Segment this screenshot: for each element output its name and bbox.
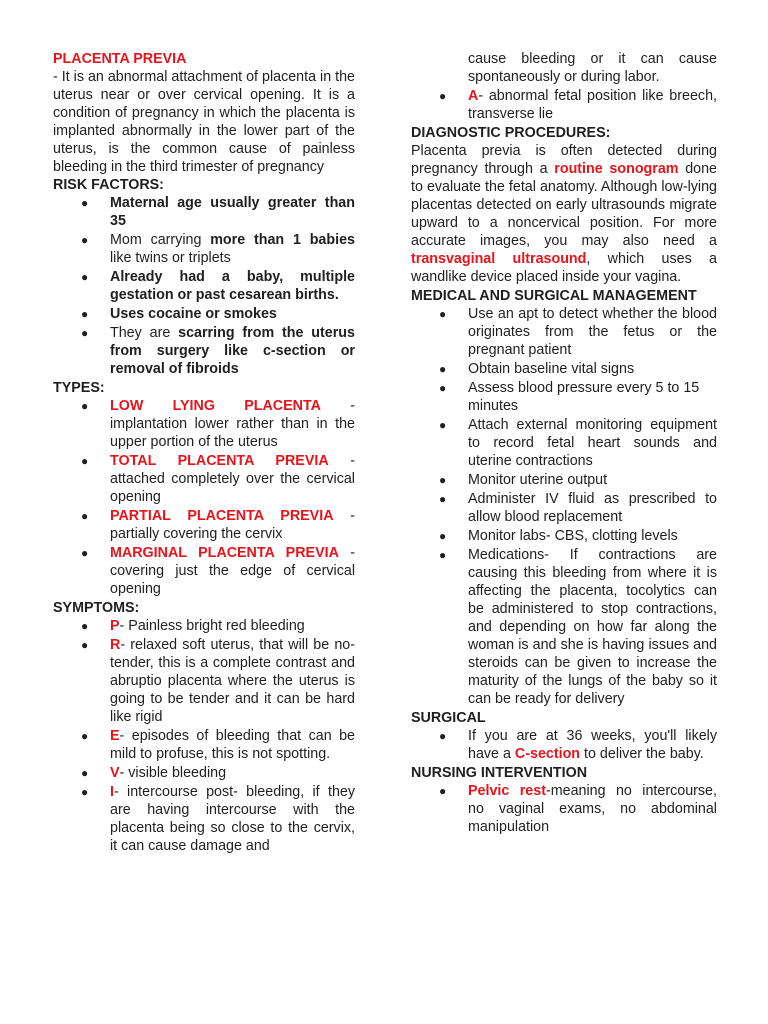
right-column (411, 50, 717, 837)
list-item: ● Maternal age usually greater than 35 (81, 195, 355, 229)
list-item: ● Mom carrying more than 1 babies like twins or triplets (81, 232, 355, 266)
list-item: ● Attach external monitoring equipment to record fetal heart sounds and uterine contractions (439, 417, 717, 469)
left-column (53, 0, 355, 856)
list-item: ● Obtain baseline vital signs (439, 361, 635, 377)
list-item: ● Already had a baby, multiple gestation or past cesarean births. (81, 269, 355, 303)
nursing-list (411, 782, 717, 836)
list-item: ● Administer IV fluid as prescribed to allow blood replacement (439, 491, 717, 525)
list-item: ● Assess blood pressure every 5 to 15 minutes (439, 380, 700, 414)
list-item: ● TOTAL PLACENTA PREVIA - attached completely over the cervical opening (81, 453, 355, 505)
list-item: ● I- intercourse post- bleeding, if they are having intercourse with the placenta being so close to the cervix, it can cause damage and (81, 784, 355, 854)
types-list (53, 397, 355, 598)
list-item: ● Pelvic rest-meaning no intercourse, no vaginal exams, no abdominal manipulation (439, 783, 717, 835)
intro-paragraph: - It is an abnormal attachment of placenta in the uterus near or over cervical opening. It is a condition of pregnancy in which the placenta is implanted abnormally in the lower part of the uterus, is the common cause of painless bleeding in the third trimester of pregnancy (53, 69, 355, 175)
list-item: ● V- visible bleeding (81, 765, 227, 781)
management-list (411, 305, 717, 708)
symptom-a-list (411, 87, 717, 123)
risk-factors-heading: RISK FACTORS: (53, 177, 164, 193)
diagnostic-heading: DIAGNOSTIC PROCEDURES: (411, 125, 611, 141)
list-item: ● Monitor uterine output (439, 472, 608, 488)
list-item: ● R- relaxed soft uterus, that will be no- tender, this is a complete contrast and abruptio placenta where the uterus is going to be tender and it can be hard like rigid (81, 637, 355, 725)
symptoms-list (53, 617, 355, 855)
list-item: ● A- abnormal fetal position like breech, transverse lie (439, 88, 717, 122)
list-item: ● LOW LYING PLACENTA - implantation lower rather than in the upper portion of the uterus (81, 398, 355, 450)
list-item: ● Uses cocaine or smokes (81, 306, 277, 322)
list-item: ● Use an apt to detect whether the blood originates from the fetus or the pregnant patient (439, 306, 717, 358)
page-title: PLACENTA PREVIA (53, 51, 187, 67)
diagnostic-paragraph: Placenta previa is often detected during pregnancy through a routine sonogram done to evaluate the fetal anatomy. Although low-lying placentas detected on early ultrasounds migrate upward to a noncervical position. For more accurate images, you may also need a transvaginal ultrasound, which uses a wandlike device placed inside your vagina. (411, 143, 718, 285)
surgical-list (411, 727, 717, 763)
symptoms-heading: SYMPTOMS: (53, 600, 140, 616)
list-item: ● E- episodes of bleeding that can be mild to profuse, this is not spotting. (81, 728, 355, 762)
list-item: ● Medications- If contractions are causing this bleeding from where it is affecting the placenta, tocolytics can be administered to stop contractions, and depending on how far along the woman is and she is having issues and steroids can be given to increase the maturity of the lungs of the baby so it can be ready for delivery (439, 547, 717, 707)
list-item: ● They are scarring from the uterus from surgery like c-section or removal of fibroids (81, 325, 355, 377)
list-item: ● P- Painless bright red bleeding (81, 618, 305, 634)
list-item: ● If you are at 36 weeks, you'll likely have a C-section to deliver the baby. (439, 728, 717, 762)
management-heading: MEDICAL AND SURGICAL MANAGEMENT (411, 288, 697, 304)
risk-factors-list (53, 194, 355, 378)
list-item: ● Monitor labs- CBS, clotting levels (439, 528, 678, 544)
continued-text: cause bleeding or it can cause spontaneously or during labor. (468, 51, 717, 85)
nursing-heading: NURSING INTERVENTION (411, 765, 588, 781)
list-item: ● PARTIAL PLACENTA PREVIA - partially covering the cervix (81, 508, 355, 542)
list-item: ● MARGINAL PLACENTA PREVIA - covering just the edge of cervical opening (81, 545, 355, 597)
types-heading: TYPES: (53, 380, 105, 396)
surgical-heading: SURGICAL (411, 710, 486, 726)
